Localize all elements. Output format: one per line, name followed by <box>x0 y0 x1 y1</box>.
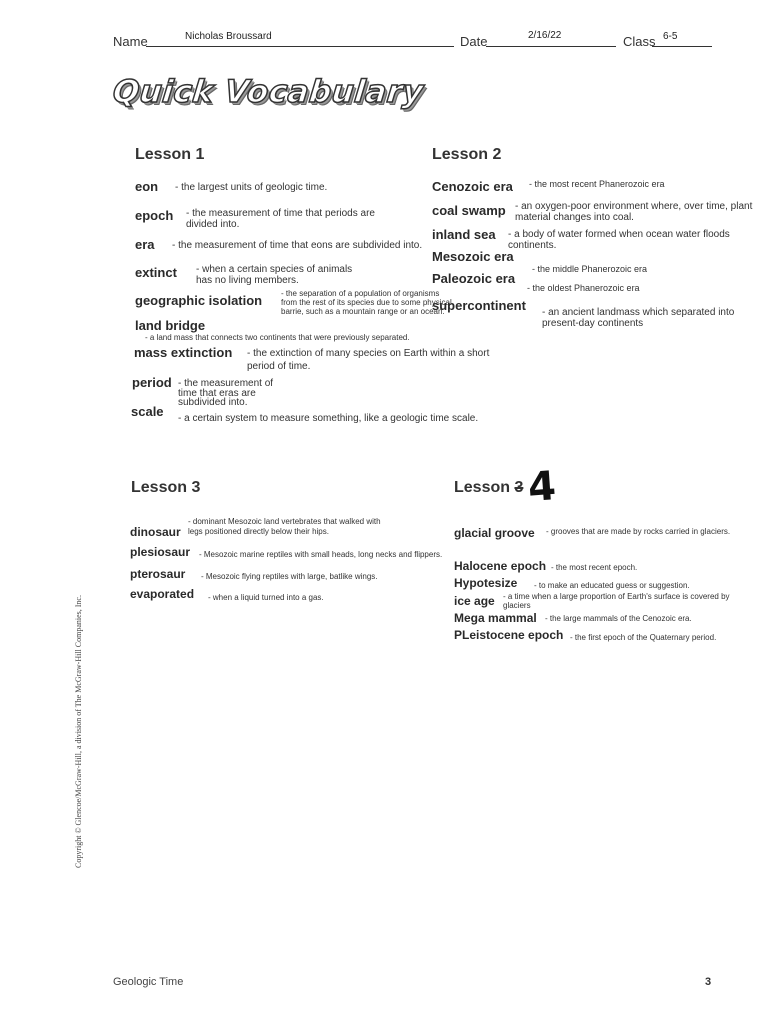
term-ice-age: ice age <box>454 594 495 608</box>
def-era: - the measurement of time that eons are subdivided into. <box>172 240 423 251</box>
term-paleozoic-era: Paleozoic era <box>432 271 516 286</box>
term-scale: scale <box>131 404 164 419</box>
def-hypotesize: - to make an educated guess or suggestion. <box>534 581 690 590</box>
term-mass-extinction: mass extinction <box>134 345 233 360</box>
term-eon: eon <box>135 179 159 194</box>
date-label: Date <box>460 34 488 49</box>
term-land-bridge: land bridge <box>135 318 206 333</box>
def-paleozoic-era: - the oldest Phanerozoic era <box>527 283 640 293</box>
footer-chapter-title: Geologic Time <box>113 976 184 988</box>
term-cenozoic-era: Cenozoic era <box>432 179 513 194</box>
def-coal-swamp: - an oxygen-poor environment where, over time, plant material changes into coal. <box>515 201 753 223</box>
name-value[interactable]: Nicholas Broussard <box>185 31 272 42</box>
term-geographic-isolation: geographic isolation <box>135 293 263 308</box>
def-evaporated: - when a liquid turned into a gas. <box>208 593 324 602</box>
def-ice-age: - a time when a large proportion of Earth's surface is covered by glaciers <box>503 592 730 610</box>
term-period: period <box>132 375 172 390</box>
def-scale: - a certain system to measure something, like a geologic time scale. <box>178 413 479 424</box>
date-line <box>486 46 616 47</box>
term-supercontinent: supercontinent <box>432 298 526 313</box>
term-dinosaur: dinosaur <box>130 525 181 539</box>
def-pterosaur: - Mesozoic flying reptiles with large, batlike wings. <box>201 572 378 581</box>
lesson-4-heading <box>454 479 523 497</box>
class-line <box>652 46 712 47</box>
term-pterosaur: pterosaur <box>130 567 186 581</box>
def-mega-mammal: - the large mammals of the Cenozoic era. <box>545 614 692 623</box>
def-inland-sea: - a body of water formed when ocean water floods continents. <box>508 229 730 251</box>
def-land-bridge: - a land mass that connects two continents that were previously separated. <box>145 333 410 342</box>
def-period: - the measurement of time that eras are subdivided into. <box>178 378 274 408</box>
def-cenozoic-era: - the most recent Phanerozoic era <box>529 179 665 189</box>
def-plesiosaur: - Mesozoic marine reptiles with small heads, long necks and flippers. <box>199 550 443 559</box>
name-line <box>146 46 454 47</box>
term-epoch: epoch <box>135 208 174 223</box>
page-number: 3 <box>705 976 712 988</box>
def-epoch: - the measurement of time that periods are divided into. <box>186 208 375 230</box>
def-pleistocene-epoch: - the first epoch of the Quaternary period. <box>570 633 717 642</box>
term-inland-sea: inland sea <box>432 227 496 242</box>
date-value[interactable]: 2/16/22 <box>528 30 562 41</box>
class-label: Class <box>623 34 656 49</box>
name-label: Name <box>113 34 148 49</box>
term-halocene-epoch: Halocene epoch <box>454 559 547 573</box>
term-evaporated: evaporated <box>130 587 195 601</box>
handwritten-lesson-number: 4 <box>526 463 558 511</box>
def-geographic-isolation: - the separation of a population of organisms from the rest of its species due to some physical barrie, such as a mountain range or an ocean. <box>281 289 452 316</box>
term-era: era <box>135 237 155 252</box>
lesson-3-heading: Lesson 3 <box>131 479 201 496</box>
term-pleistocene-epoch: PLeistocene epoch <box>454 628 564 642</box>
term-coal-swamp: coal swamp <box>432 203 506 218</box>
def-supercontinent: - an ancient landmass which separated into present-day continents <box>542 307 735 329</box>
term-extinct: extinct <box>135 265 177 280</box>
def-mass-extinction: - the extinction of many species on Earth within a short period of time. <box>247 348 490 372</box>
def-mesozoic-era: - the middle Phanerozoic era <box>532 264 648 274</box>
copyright-notice: Copyright © Glencoe/McGraw-Hill, a division of The McGraw-Hill Companies, Inc. <box>74 595 83 868</box>
term-plesiosaur: plesiosaur <box>130 545 191 559</box>
struck-lesson-number: 3 <box>514 479 524 496</box>
def-halocene-epoch: - the most recent epoch. <box>551 563 638 572</box>
lesson-4-heading-label: Lesson <box>454 479 511 496</box>
def-extinct: - when a certain species of animals has no living members. <box>196 264 353 286</box>
def-glacial-groove: - grooves that are made by rocks carried in glaciers. <box>546 527 731 536</box>
page-title: Quick Vocabulary <box>111 74 426 110</box>
def-dinosaur: - dominant Mesozoic land vertebrates that walked with legs positioned directly below their hips. <box>188 517 381 536</box>
class-value[interactable]: 6-5 <box>663 31 678 42</box>
lesson-2-heading: Lesson 2 <box>432 146 502 163</box>
def-eon: - the largest units of geologic time. <box>175 182 328 193</box>
term-glacial-groove: glacial groove <box>454 526 535 540</box>
term-mega-mammal: Mega mammal <box>454 611 537 625</box>
lesson-1-heading: Lesson 1 <box>135 146 205 163</box>
term-mesozoic-era: Mesozoic era <box>432 249 514 264</box>
term-hypotesize: Hypotesize <box>454 576 518 590</box>
